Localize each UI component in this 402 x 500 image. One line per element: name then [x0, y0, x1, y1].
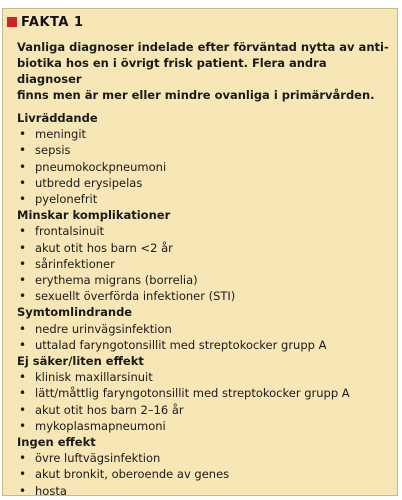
list-item [17, 126, 392, 142]
list-item [17, 337, 392, 353]
section-ej-saker [17, 353, 392, 434]
fact-box-header [3, 9, 84, 35]
list-item-label: sexuellt överförda infektioner (STI) [35, 289, 236, 304]
section-title: Ingen effekt [17, 435, 96, 450]
list-item-label: klinisk maxillarsinuit [35, 370, 153, 385]
bullet-icon: • [19, 175, 27, 190]
fact-box [2, 8, 398, 496]
bullet-icon: • [19, 159, 27, 174]
list-item-label: nedre urinvägsinfektion [35, 321, 172, 336]
list-item [17, 175, 392, 191]
bullet-icon: • [19, 337, 27, 352]
intro-line: biotika hos en i övrigt frisk patient. Flera andra diagnoser [17, 56, 327, 86]
list-item [17, 321, 392, 337]
bullet-icon: • [19, 256, 27, 271]
list-item-label: lätt/måttlig faryngotonsillit med streptokocker grupp A [35, 386, 350, 401]
intro-text [17, 39, 392, 103]
bullet-icon: • [19, 289, 27, 304]
list-item [17, 402, 392, 418]
diagnosis-list [17, 110, 392, 499]
list-item [17, 418, 392, 434]
list-item-label: pyelonefrit [35, 192, 98, 207]
section-title: Symtomlindrande [17, 305, 133, 320]
bullet-icon: • [19, 483, 27, 498]
fact-box-title: FAKTA 1 [21, 14, 84, 30]
list-item [17, 191, 392, 207]
list-item-label: akut bronkit, oberoende av genes [35, 467, 230, 482]
bullet-icon: • [19, 273, 27, 288]
list-item-label: uttalad faryngotonsillit med streptokocker grupp A [35, 337, 327, 352]
list-item [17, 369, 392, 385]
section-livraddande [17, 110, 392, 207]
bullet-icon: • [19, 224, 27, 239]
section-minskar-komplikationer [17, 207, 392, 304]
list-item-label: pneumokockpneumoni [35, 159, 167, 174]
list-item-label: hosta [35, 483, 67, 498]
bullet-icon: • [19, 192, 27, 207]
bullet-icon: • [19, 321, 27, 336]
list-item [17, 256, 392, 272]
list-item [17, 466, 392, 482]
bullet-icon: • [19, 418, 27, 433]
list-item-label: meningit [35, 127, 87, 142]
section-ingen-effekt [17, 434, 392, 499]
list-item [17, 272, 392, 288]
bullet-icon: • [19, 402, 27, 417]
bullet-icon: • [19, 386, 27, 401]
section-title: Minskar komplikationer [17, 208, 171, 223]
list-item [17, 159, 392, 175]
list-item-label: frontalsinuit [35, 224, 105, 239]
list-item [17, 288, 392, 304]
list-item [17, 223, 392, 239]
list-item [17, 142, 392, 158]
intro-line: finns men är mer eller mindre ovanliga i primärvården. [17, 88, 375, 102]
list-item-label: akut otit hos barn 2–16 år [35, 402, 184, 417]
list-item-label: akut otit hos barn <2 år [35, 240, 173, 255]
section-title: Ej säker/liten effekt [17, 354, 144, 369]
list-item-label: mykoplasmapneumoni [35, 418, 166, 433]
list-item-label: utbredd erysipelas [35, 175, 143, 190]
intro-line: Vanliga diagnoser indelade efter förväntad nytta av anti- [17, 40, 389, 54]
list-item-label: sårinfektioner [35, 256, 115, 271]
list-item [17, 450, 392, 466]
list-item-label: sepsis [35, 143, 71, 158]
bullet-icon: • [19, 127, 27, 142]
list-item [17, 385, 392, 401]
section-title: Livräddande [17, 111, 98, 125]
bullet-icon: • [19, 451, 27, 466]
bullet-icon: • [19, 240, 27, 255]
section-symtomlindrande [17, 304, 392, 353]
list-item-label: övre luftvägsinfektion [35, 451, 161, 466]
list-item [17, 483, 392, 499]
list-item-label: erythema migrans (borrelia) [35, 273, 198, 288]
bullet-icon: • [19, 467, 27, 482]
bullet-icon: • [19, 370, 27, 385]
list-item [17, 240, 392, 256]
red-square-icon [7, 17, 17, 27]
bullet-icon: • [19, 143, 27, 158]
